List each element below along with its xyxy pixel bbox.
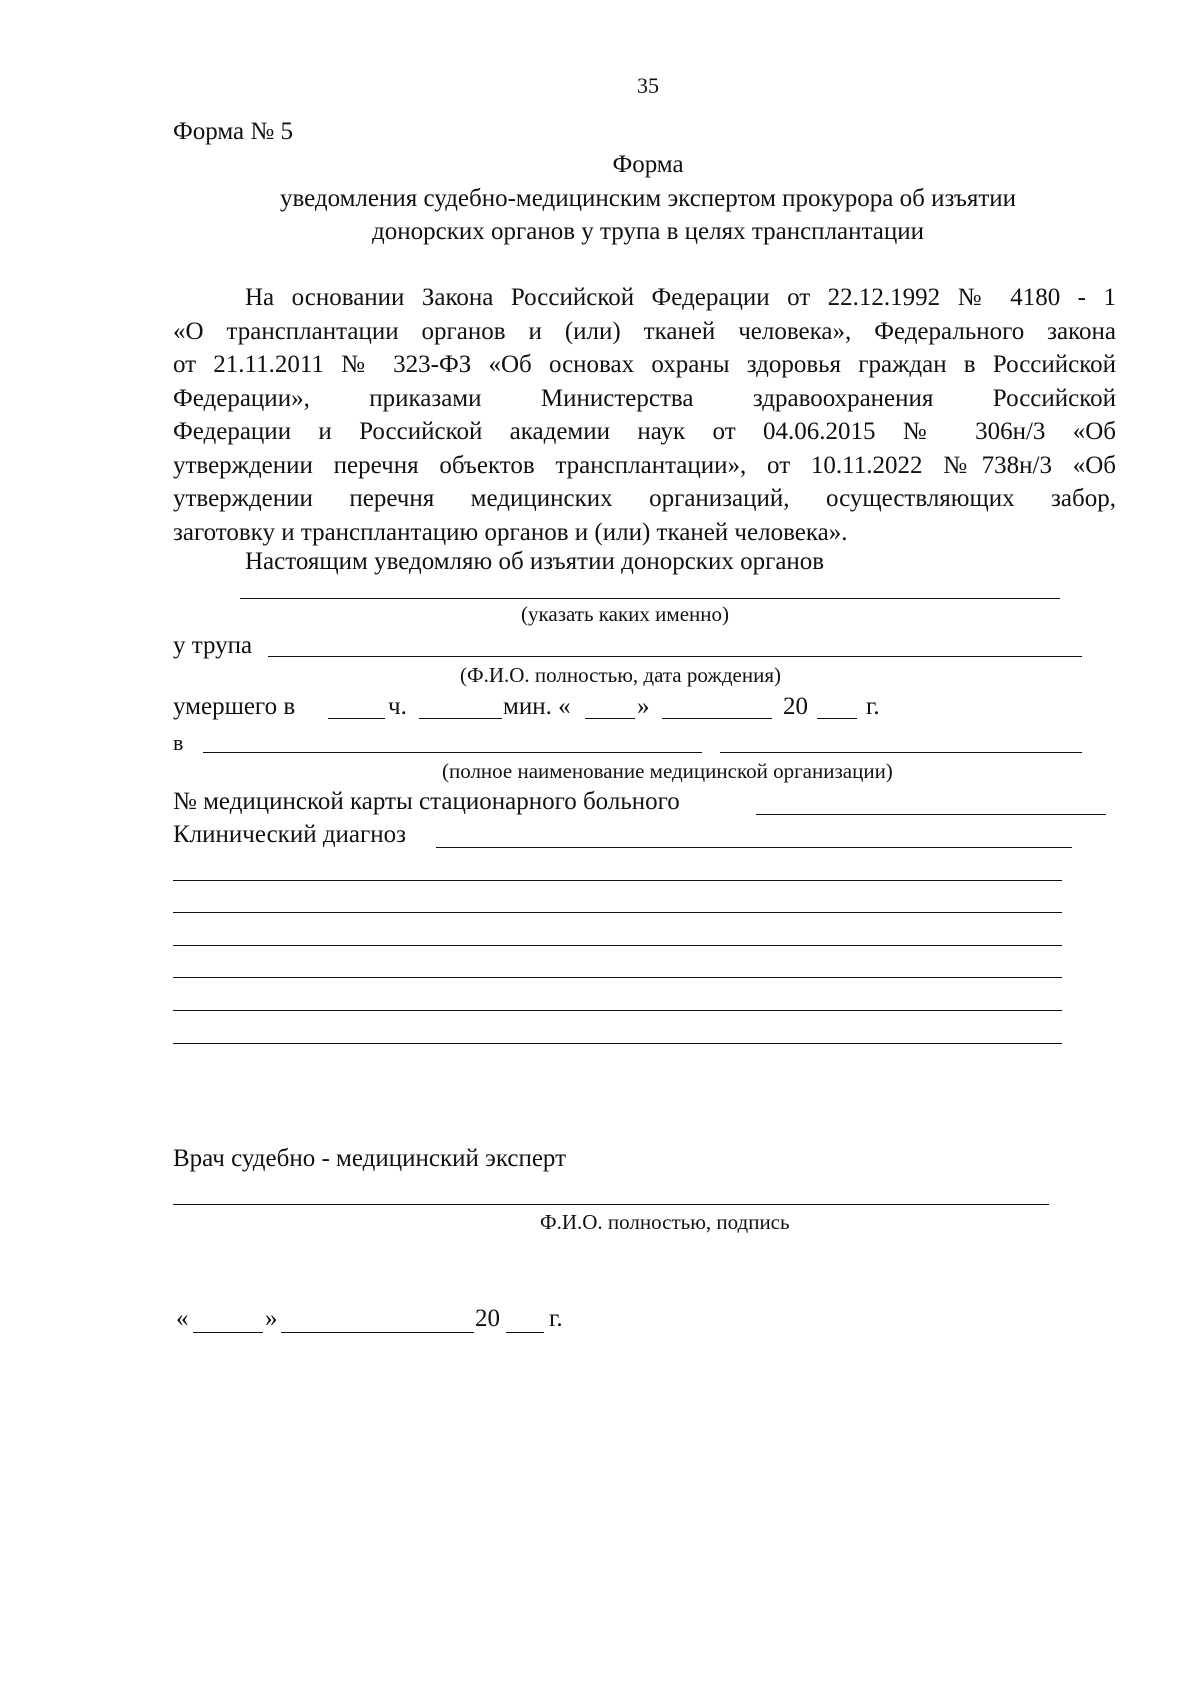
hours-label: ч. [388,693,407,720]
date-year-prefix: 20 [475,1305,500,1332]
signature-caption: Ф.И.О. полностью, подпись [540,1210,790,1234]
organization-caption: (полное наименование медицинской организации) [442,759,893,783]
notification-statement: Настоящим уведомляю об изъятии донорских органов [245,548,825,575]
date-open-quote: « [176,1305,189,1332]
year-blank-line[interactable] [817,718,857,719]
medical-card-label: № медицинской карты стационарного больного [173,788,680,815]
legal-basis-line: Федерации», приказами Министерства здравоохранения Российской [173,384,1116,412]
day-blank-line[interactable] [585,718,635,719]
in-label: в [173,730,184,755]
date-year-blank-line[interactable] [506,1332,544,1333]
legal-basis-line: утверждении перечня объектов трансплантации», от 10.11.2022 №738н/3 «Об [173,451,1116,479]
diagnosis-continuation-line[interactable] [173,912,1062,913]
organization-blank-line-1[interactable] [203,752,702,753]
legal-basis-line: от 21.11.2011 № 323-ФЗ «Об основах охраны здоровья граждан в Российской [173,351,1116,378]
minutes-label: мин. « [503,693,571,720]
diagnosis-blank-line[interactable] [436,847,1072,848]
date-day-blank-line[interactable] [193,1332,263,1333]
medical-card-blank-line[interactable] [756,814,1106,815]
organization-blank-line-2[interactable] [720,752,1082,753]
diagnosis-continuation-line[interactable] [173,880,1062,881]
date-close-quote: » [265,1305,278,1332]
diagnosis-continuation-line[interactable] [173,977,1062,978]
legal-basis-line: На основании Закона Российской Федерации от 22.12.1992 № 4180 - 1 [245,284,1116,311]
expert-role-label: Врач судебно - медицинский эксперт [173,1145,567,1172]
diagnosis-continuation-line[interactable] [173,945,1062,946]
minutes-blank-line[interactable] [419,718,502,719]
diagnosis-continuation-line[interactable] [173,1043,1062,1044]
date-month-blank-line[interactable] [281,1332,474,1333]
corpse-label: у трупа [173,632,253,659]
form-subtitle-line-1: уведомления судебно-медицинским экспертом прокурора об изъятии [279,185,1017,212]
died-label: умершего в [173,693,296,720]
year-suffix: г. [866,693,880,720]
diagnosis-continuation-line[interactable] [173,1010,1062,1011]
name-caption: (Ф.И.О. полностью, дата рождения) [460,663,781,687]
form-subtitle-line-2: донорских органов у трупа в целях трансплантации [372,218,924,245]
page-number: 35 [637,73,659,98]
legal-basis-paragraph [173,281,1116,549]
legal-basis-line: «О трансплантации органов и (или) тканей человека», Федерального закона [173,317,1116,345]
diagnosis-label: Клинический диагноз [173,821,407,848]
quote-close: » [637,693,650,720]
organs-blank-line[interactable] [240,598,1060,599]
organs-caption: (указать каких именно) [521,602,729,626]
legal-basis-line: Федерации и Российской академии наук от 04.06.2015 № 306н/3 «Об [173,418,1116,445]
legal-basis-line: утверждении перечня медицинских организаций, осуществляющих забор, [173,485,1116,512]
hours-blank-line[interactable] [328,718,385,719]
expert-signature-line[interactable] [173,1204,1049,1205]
month-blank-line[interactable] [662,718,772,719]
corpse-name-blank-line[interactable] [268,656,1082,657]
form-number: Форма № 5 [173,118,293,145]
year-prefix: 20 [783,693,808,720]
form-title: Форма [612,151,684,178]
legal-basis-line: заготовку и трансплантацию органов и (или) тканей человека». [173,518,848,546]
date-year-suffix: г. [549,1305,563,1332]
